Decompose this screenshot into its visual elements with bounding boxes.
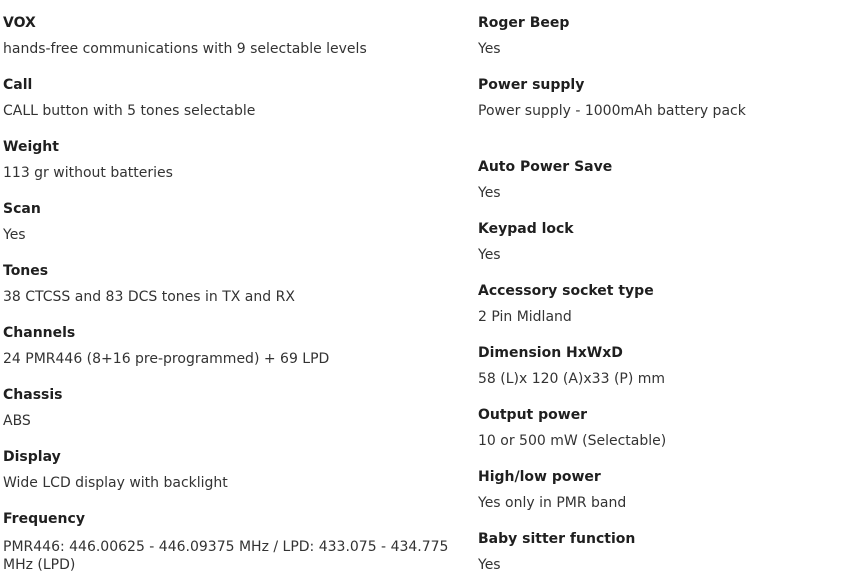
spec-output-power (478, 406, 838, 450)
spec-value: 10 or 500 mW (Selectable) (478, 433, 667, 449)
spec-vox (3, 14, 453, 58)
spec-label: Output power (478, 407, 588, 423)
spec-channels (3, 324, 453, 368)
spec-weight (3, 138, 453, 182)
spec-label: Dimension HxWxD (478, 345, 623, 361)
spec-value: Power supply - 1000mAh battery pack (478, 103, 746, 119)
spec-label: Display (3, 449, 61, 465)
spec-label: Roger Beep (478, 15, 570, 31)
spec-label: Weight (3, 139, 59, 155)
spec-baby-sitter (478, 530, 838, 574)
spec-call (3, 76, 453, 120)
spec-value: 2 Pin Midland (478, 309, 572, 325)
spec-label: VOX (3, 15, 36, 31)
spec-label: Chassis (3, 387, 63, 403)
spec-label: Baby sitter function (478, 531, 636, 547)
spec-label: Tones (3, 263, 49, 279)
spec-value: Wide LCD display with backlight (3, 475, 228, 491)
spec-value: Yes (478, 247, 501, 263)
spec-label: High/low power (478, 469, 601, 485)
spec-value: Yes (478, 557, 501, 573)
spec-power-supply (478, 76, 838, 120)
spec-label: Power supply (478, 77, 585, 93)
spec-display (3, 448, 453, 492)
spec-value: Yes (478, 41, 501, 57)
spec-label: Auto Power Save (478, 159, 613, 175)
spec-value: 24 PMR446 (8+16 pre-programmed) + 69 LPD (3, 351, 330, 367)
spec-high-low-power (478, 468, 838, 512)
spec-dimension (478, 344, 838, 388)
spec-label: Call (3, 77, 33, 93)
spec-label: Keypad lock (478, 221, 574, 237)
spec-frequency (3, 510, 453, 574)
spec-value: hands-free communications with 9 selectable levels (3, 41, 367, 57)
spec-scan (3, 200, 453, 244)
spec-label: Scan (3, 201, 41, 217)
spec-tones (3, 262, 453, 306)
spec-label: Channels (3, 325, 76, 341)
spec-value: Yes (478, 185, 501, 201)
spec-value: ABS (3, 413, 31, 429)
spec-accessory-socket (478, 282, 838, 326)
spec-value: Yes (3, 227, 26, 243)
spec-label: Accessory socket type (478, 283, 654, 299)
spec-value: Yes only in PMR band (478, 495, 627, 511)
spec-value: CALL button with 5 tones selectable (3, 103, 256, 119)
spec-value: 58 (L)x 120 (A)x33 (P) mm (478, 371, 666, 387)
spec-roger-beep (478, 14, 838, 58)
spec-chassis (3, 386, 453, 430)
spec-keypad-lock (478, 220, 838, 264)
spec-value: PMR446: 446.00625 - 446.09375 MHz / LPD: 433.075 - 434.775MHz (LPD) (3, 539, 449, 573)
spec-value: 38 CTCSS and 83 DCS tones in TX and RX (3, 289, 295, 305)
spec-value: 113 gr without batteries (3, 165, 173, 181)
spec-label: Frequency (3, 511, 85, 527)
spec-auto-power-save (478, 158, 838, 202)
